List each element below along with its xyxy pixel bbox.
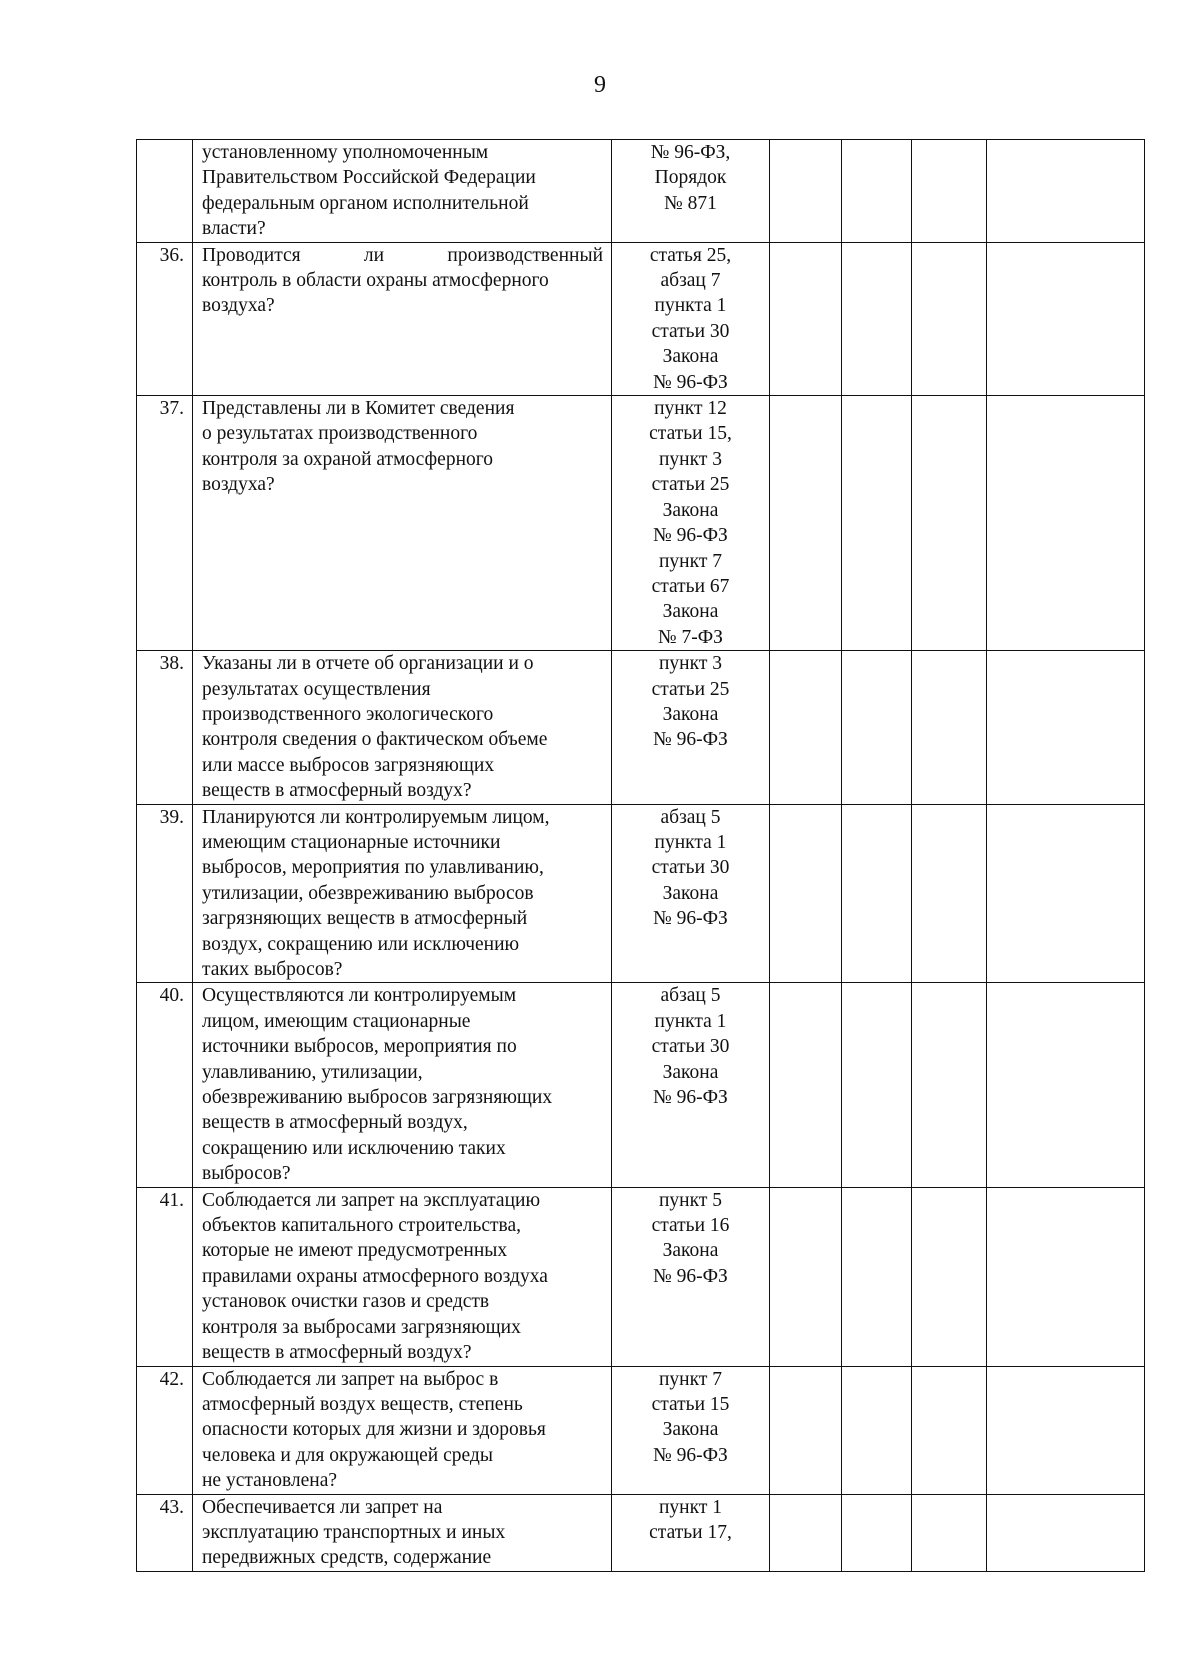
legal-reference-cell [612, 983, 770, 1187]
question-line: веществ в атмосферный воздух? [202, 1342, 472, 1364]
question-line: Указаны ли в отчете об организации и о [202, 653, 534, 675]
answer-na-cell [912, 651, 987, 804]
reference-line: Закона [662, 1419, 719, 1441]
reference-line: статьи 15 [651, 1393, 730, 1415]
reference-line: Закона [662, 499, 719, 521]
table-row [137, 396, 1145, 651]
reference-line: статьи 17, [649, 1521, 732, 1543]
question-line: которые не имеют предусмотренных [202, 1240, 508, 1262]
table-row [137, 242, 1145, 395]
table-row [137, 1494, 1145, 1571]
answer-no-cell [842, 140, 912, 243]
question-line: федеральным органом исполнительной [202, 192, 529, 214]
row-number [137, 140, 193, 243]
question-line: Соблюдается ли запрет на эксплуатацию [202, 1189, 541, 1211]
row-number: 41. [137, 1187, 193, 1366]
reference-line: Порядок [654, 167, 727, 189]
question-line: сокращению или исключению таких [202, 1137, 506, 1159]
row-number: 36. [137, 242, 193, 395]
question-line: обезвреживанию выбросов загрязняющих [202, 1087, 553, 1109]
reference-line: пункт 3 [659, 448, 722, 470]
question-cell [193, 1494, 612, 1571]
answer-no-cell [842, 1494, 912, 1571]
question-line: или массе выбросов загрязняющих [202, 754, 495, 776]
note-cell [987, 1366, 1145, 1494]
reference-line: № 96-ФЗ, [650, 142, 731, 163]
answer-na-cell [912, 804, 987, 983]
reference-line: статьи 25 [651, 678, 730, 700]
question-line: воздуха? [202, 295, 275, 317]
reference-line: № 96-ФЗ [653, 1444, 728, 1466]
answer-yes-cell [770, 1187, 842, 1366]
question-line: контроля за охраной атмосферного [202, 448, 494, 470]
question-cell [193, 396, 612, 651]
legal-reference-cell [612, 396, 770, 651]
question-line: загрязняющих веществ в атмосферный [202, 908, 528, 930]
question-line: выбросов, мероприятия по улавливанию, [202, 857, 544, 879]
question-line: передвижных средств, содержание [202, 1547, 492, 1569]
answer-yes-cell [770, 804, 842, 983]
reference-line: пункта 1 [654, 295, 727, 317]
row-number: 37. [137, 396, 193, 651]
reference-line: Закона [662, 1240, 719, 1262]
question-line: имеющим стационарные источники [202, 831, 501, 853]
question-line: таких выбросов? [202, 959, 343, 980]
question-line: контроля за выбросами загрязняющих [202, 1316, 521, 1338]
note-cell [987, 1187, 1145, 1366]
question-line: Представлены ли в Комитет сведения [202, 398, 515, 420]
question-line: веществ в атмосферный воздух, [202, 1112, 468, 1134]
reference-line: пункт 3 [659, 653, 722, 675]
question-cell [193, 983, 612, 1187]
reference-line: Закона [662, 601, 719, 623]
question-line: контроля сведения о фактическом объеме [202, 729, 548, 751]
reference-line: пункта 1 [654, 831, 727, 853]
answer-na-cell [912, 1187, 987, 1366]
reference-line: статьи 15, [649, 423, 732, 445]
answer-yes-cell [770, 396, 842, 651]
reference-line: пункта 1 [654, 1010, 727, 1032]
reference-line: Закона [662, 1061, 719, 1083]
reference-line: № 96-ФЗ [653, 525, 728, 547]
answer-na-cell [912, 983, 987, 1187]
page-number: 9 [594, 72, 606, 98]
table-row [137, 651, 1145, 804]
question-line: воздуха? [202, 474, 275, 496]
note-cell [987, 1494, 1145, 1571]
reference-line: абзац 5 [660, 985, 721, 1007]
legal-reference-cell [612, 242, 770, 395]
question-line: контроль в области охраны атмосферного [202, 270, 549, 292]
question-cell [193, 242, 612, 395]
row-number: 43. [137, 1494, 193, 1571]
note-cell [987, 242, 1145, 395]
reference-line: статьи 30 [651, 320, 730, 342]
reference-line: № 96-ФЗ [653, 908, 728, 930]
question-line: улавливанию, утилизации, [202, 1061, 423, 1083]
row-number: 40. [137, 983, 193, 1187]
reference-line: пункт 7 [659, 550, 722, 572]
legal-reference-cell [612, 1187, 770, 1366]
answer-yes-cell [770, 1494, 842, 1571]
answer-no-cell [842, 396, 912, 651]
question-line: установок очистки газов и средств [202, 1291, 490, 1313]
note-cell [987, 804, 1145, 983]
question-line: о результатах производственного [202, 423, 478, 445]
question-line: воздух, сокращению или исключению [202, 933, 520, 955]
reference-line: статьи 30 [651, 1036, 730, 1058]
note-cell [987, 983, 1145, 1187]
question-line: Правительством Российской Федерации [202, 167, 536, 189]
legal-reference-cell [612, 1494, 770, 1571]
answer-na-cell [912, 1494, 987, 1571]
reference-line: Закона [662, 703, 719, 725]
question-line: лицом, имеющим стационарные [202, 1010, 471, 1032]
question-line: выбросов? [202, 1163, 291, 1185]
question-cell [193, 1366, 612, 1494]
question-line: не установлена? [202, 1470, 338, 1492]
checklist-table [136, 139, 1145, 1572]
answer-na-cell [912, 242, 987, 395]
question-line: атмосферный воздух веществ, степень [202, 1393, 523, 1415]
table-row [137, 804, 1145, 983]
question-line: веществ в атмосферный воздух? [202, 780, 472, 802]
question-line: источники выбросов, мероприятия по [202, 1036, 517, 1058]
question-line: Обеспечивается ли запрет на [202, 1496, 443, 1518]
reference-line: пункт 1 [659, 1496, 722, 1518]
legal-reference-cell [612, 1366, 770, 1494]
question-cell [193, 140, 612, 243]
question-line: объектов капитального строительства, [202, 1215, 522, 1237]
answer-no-cell [842, 1187, 912, 1366]
question-line: правилами охраны атмосферного воздуха [202, 1265, 548, 1287]
answer-na-cell [912, 1366, 987, 1494]
reference-line: статьи 16 [651, 1215, 730, 1237]
reference-line: абзац 7 [660, 270, 721, 292]
note-cell [987, 396, 1145, 651]
question-line: Проводится ли производственный [202, 244, 603, 266]
reference-line: пункт 5 [659, 1189, 722, 1211]
question-line: человека и для окружающей среды [202, 1444, 493, 1466]
reference-line: пункт 12 [654, 398, 727, 420]
question-line: власти? [202, 218, 266, 240]
table-row [137, 1187, 1145, 1366]
question-cell [193, 804, 612, 983]
note-cell [987, 140, 1145, 243]
answer-no-cell [842, 983, 912, 1187]
question-cell [193, 651, 612, 804]
question-line: Осуществляются ли контролируемым [202, 985, 517, 1007]
answer-yes-cell [770, 242, 842, 395]
row-number: 39. [137, 804, 193, 983]
answer-no-cell [842, 242, 912, 395]
answer-yes-cell [770, 1366, 842, 1494]
answer-no-cell [842, 651, 912, 804]
reference-line: № 96-ФЗ [653, 729, 728, 751]
legal-reference-cell [612, 140, 770, 243]
reference-line: № 871 [664, 192, 717, 214]
question-cell [193, 1187, 612, 1366]
question-line: Соблюдается ли запрет на выброс в [202, 1368, 499, 1390]
reference-line: № 7-ФЗ [658, 626, 723, 648]
answer-yes-cell [770, 983, 842, 1187]
question-line: результатах осуществления [202, 678, 431, 700]
note-cell [987, 651, 1145, 804]
question-line: Планируются ли контролируемым лицом, [202, 806, 550, 828]
answer-yes-cell [770, 140, 842, 243]
question-line: утилизации, обезвреживанию выбросов [202, 882, 534, 904]
reference-line: статьи 25 [651, 474, 730, 496]
table-row [137, 1366, 1145, 1494]
reference-line: № 96-ФЗ [653, 1265, 728, 1287]
table-row [137, 983, 1145, 1187]
row-number: 42. [137, 1366, 193, 1494]
question-line: эксплуатацию транспортных и иных [202, 1521, 506, 1543]
reference-line: № 96-ФЗ [653, 371, 728, 393]
legal-reference-cell [612, 651, 770, 804]
answer-no-cell [842, 804, 912, 983]
reference-line: статьи 67 [651, 575, 730, 597]
reference-line: статьи 30 [651, 857, 730, 879]
answer-na-cell [912, 396, 987, 651]
question-line: производственного экологического [202, 703, 494, 725]
reference-line: Закона [662, 882, 719, 904]
reference-line: статья 25, [649, 244, 732, 266]
answer-na-cell [912, 140, 987, 243]
reference-line: абзац 5 [660, 806, 721, 828]
table-row [137, 140, 1145, 243]
reference-line: № 96-ФЗ [653, 1087, 728, 1109]
answer-yes-cell [770, 651, 842, 804]
reference-line: Закона [662, 346, 719, 368]
reference-line: пункт 7 [659, 1368, 722, 1390]
legal-reference-cell [612, 804, 770, 983]
answer-no-cell [842, 1366, 912, 1494]
row-number: 38. [137, 651, 193, 804]
question-line: установленному уполномоченным [202, 142, 489, 163]
question-line: опасности которых для жизни и здоровья [202, 1419, 546, 1441]
